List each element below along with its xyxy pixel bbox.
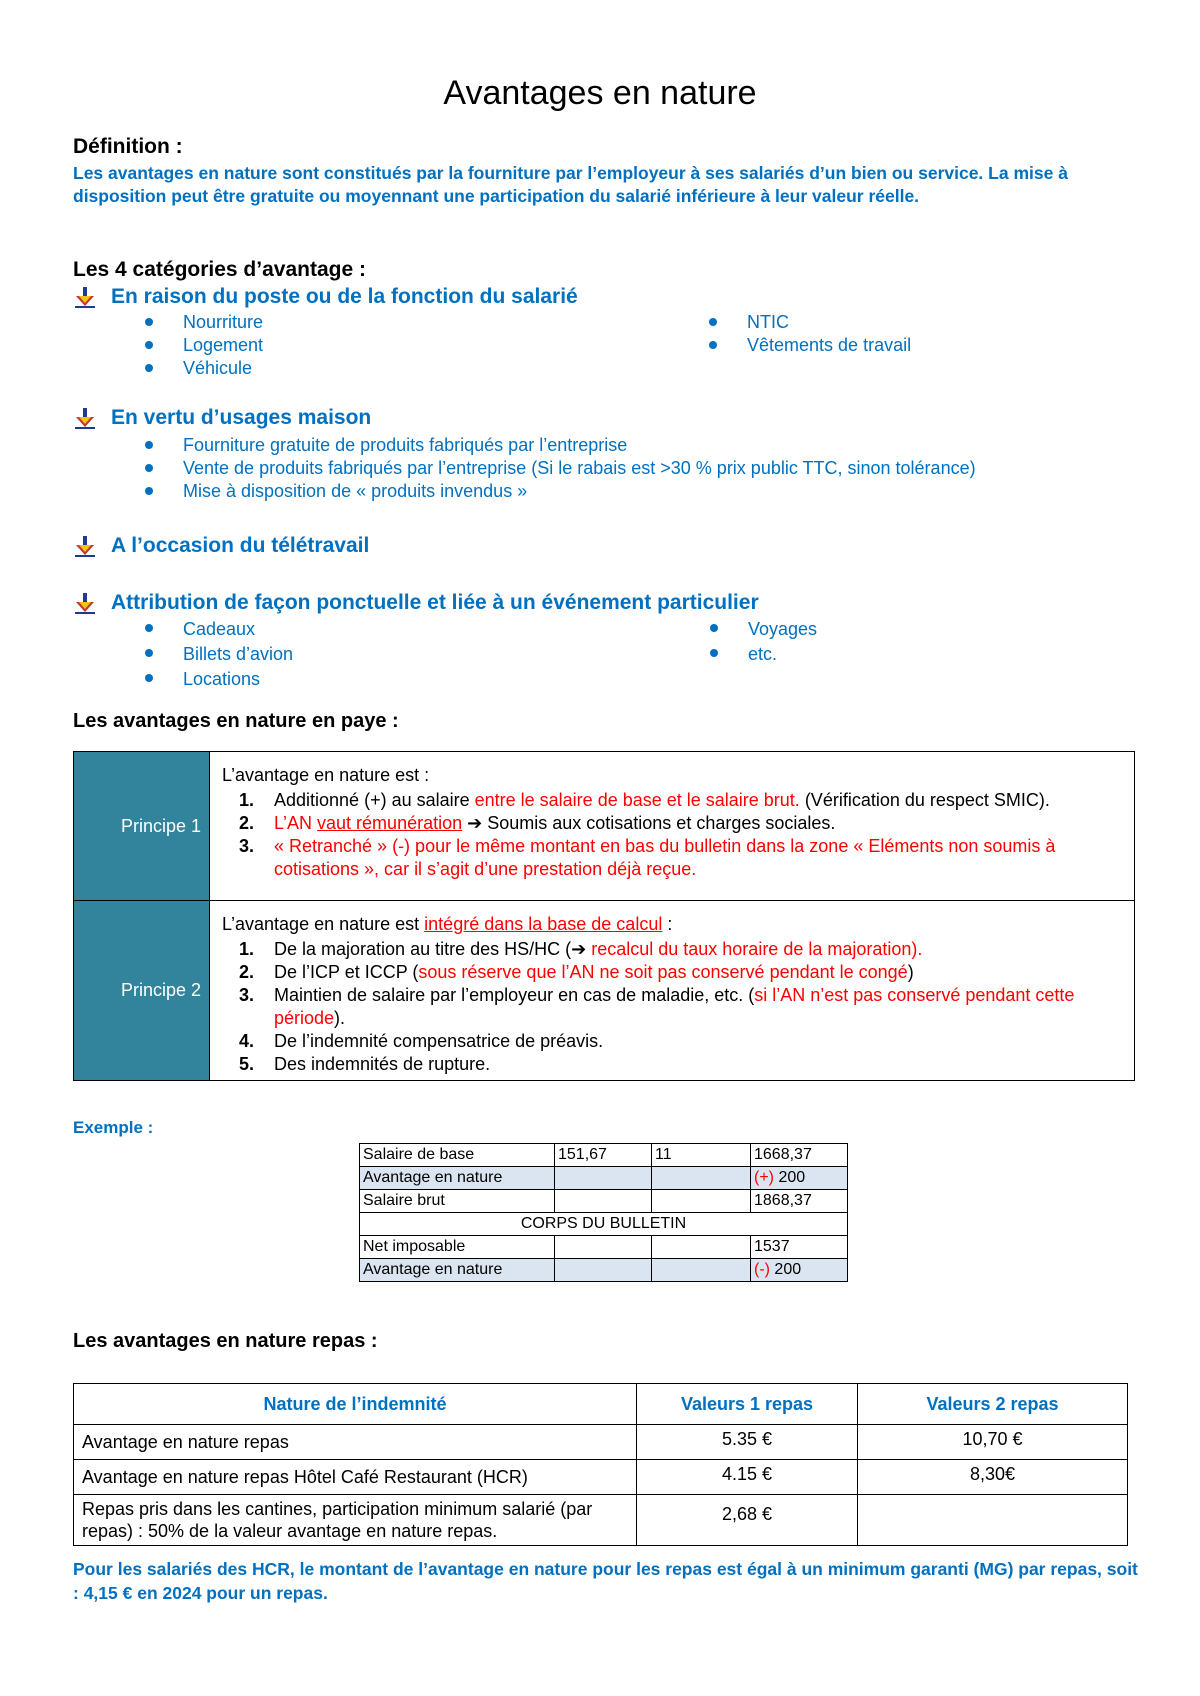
paye-heading: Les avantages en nature en paye : [73, 710, 399, 732]
table-row: Avantage en nature (-) 200 [360, 1259, 848, 1282]
principles-table [73, 751, 1135, 1081]
category-4-list-right [710, 617, 817, 667]
list-item: Fourniture gratuite de produits fabriqués par l’entreprise [145, 434, 976, 457]
list-item: 5. Des indemnités de rupture. [238, 1054, 491, 1074]
down-arrow-icon [73, 592, 97, 614]
principle-1-body [210, 752, 1135, 901]
principle-2-label: Principe 2 [74, 901, 210, 1081]
category-1-title [73, 285, 578, 309]
principle-2-body [210, 901, 1135, 1081]
category-2-list [145, 434, 976, 503]
list-item: 2. De l’ICP et ICCP (sous réserve que l’AN ne soit pas conservé pendant le congé) [238, 962, 914, 982]
category-1-list-left [145, 311, 263, 380]
principle-1-intro: L’avantage en nature est : [222, 765, 430, 785]
table-row: Avantage en nature repas Hôtel Café Restaurant (HCR) 4.15 € 8,30€ [74, 1460, 1128, 1495]
corps-label: CORPS DU BULLETIN [360, 1213, 848, 1236]
column-header: Valeurs 2 repas [858, 1384, 1128, 1425]
list-item: Billets d’avion [145, 642, 293, 667]
list-item: 3. Maintien de salaire par l’employeur en cas de maladie, etc. (si l’AN n’est pas conservé pendant cette période). [238, 985, 1075, 1028]
table-row: Salaire brut 1868,37 [360, 1190, 848, 1213]
definition-text: Les avantages en nature sont constitués par la fourniture par l’employeur à ses salariés d’un bien ou service. La mise à disposition peut être gratuite ou moyennant une participation du salarié inférieure à leur valeur réelle. [73, 163, 1068, 206]
list-item: Logement [145, 334, 263, 357]
category-3-title [73, 534, 369, 558]
example-table [359, 1143, 848, 1282]
list-item: Mise à disposition de « produits invendus » [145, 480, 976, 503]
category-4-list-left [145, 617, 293, 692]
category-title-text: En vertu d’usages maison [111, 406, 372, 429]
list-item: 1. De la majoration au titre des HS/HC (➔ recalcul du taux horaire de la majoration). [238, 939, 923, 959]
down-arrow-icon [73, 535, 97, 557]
table-row [360, 1213, 848, 1236]
table-header-row [74, 1384, 1128, 1425]
list-item: Véhicule [145, 357, 263, 380]
down-arrow-icon [73, 286, 97, 308]
principle-1-label: Principe 1 [74, 752, 210, 901]
repas-table [73, 1383, 1128, 1546]
principle-2-intro: L’avantage en nature est intégré dans la base de calcul : [222, 914, 673, 934]
list-item: Nourriture [145, 311, 263, 334]
example-label: Exemple : [73, 1118, 154, 1137]
list-item: Vêtements de travail [709, 334, 911, 357]
repas-footnote: Pour les salariés des HCR, le montant de l’avantage en nature pour les repas est égal à un minimum garanti (MG) par repas, soit : 4,15 € en 2024 pour un repas. [73, 1559, 1138, 1603]
table-row: Avantage en nature (+) 200 [360, 1167, 848, 1190]
category-1-list-right [709, 311, 911, 357]
list-item: Voyages [710, 617, 817, 642]
page-title: Avantages en nature [443, 74, 757, 112]
category-title-text: A l’occasion du télétravail [111, 534, 370, 557]
column-header: Nature de l’indemnité [74, 1384, 637, 1425]
list-item: 3. « Retranché » (-) pour le même montant en bas du bulletin dans la zone « Eléments non soumis à cotisations », car il s’agit d’une prestation déjà reçue. [238, 836, 1056, 879]
list-item: NTIC [709, 311, 911, 334]
list-item: Cadeaux [145, 617, 293, 642]
table-row: Avantage en nature repas 5.35 € 10,70 € [74, 1425, 1128, 1460]
list-item: Vente de produits fabriqués par l’entreprise (Si le rabais est >30 % prix public TTC, sinon tolérance) [145, 457, 976, 480]
list-item: 4. De l’indemnité compensatrice de préavis. [238, 1031, 604, 1051]
list-item: etc. [710, 642, 817, 667]
column-header: Valeurs 1 repas [637, 1384, 858, 1425]
principle-1-row [74, 752, 1135, 901]
list-item: 1. Additionné (+) au salaire entre le salaire de base et le salaire brut. (Vérification du respect SMIC). [238, 790, 1050, 810]
category-2-title [73, 406, 371, 430]
category-title-text: Attribution de façon ponctuelle et liée à un événement particulier [111, 591, 759, 614]
table-row: Salaire de base 151,67 11 1668,37 [360, 1144, 848, 1167]
category-title-text: En raison du poste ou de la fonction du salarié [111, 285, 578, 308]
down-arrow-icon [73, 407, 97, 429]
principle-2-row [74, 901, 1135, 1081]
categories-heading: Les 4 catégories d’avantage : [73, 258, 366, 281]
table-row: Net imposable 1537 [360, 1236, 848, 1259]
definition-heading: Définition : [73, 135, 183, 158]
repas-heading: Les avantages en nature repas : [73, 1330, 378, 1352]
list-item: 2. L’AN vaut rémunération ➔ Soumis aux cotisations et charges sociales. [238, 813, 836, 833]
list-item: Locations [145, 667, 293, 692]
category-4-title [73, 591, 759, 615]
table-row: Repas pris dans les cantines, participation minimum salarié (par repas) : 50% de la valeur avantage en nature repas. 2,68 € [74, 1495, 1128, 1546]
